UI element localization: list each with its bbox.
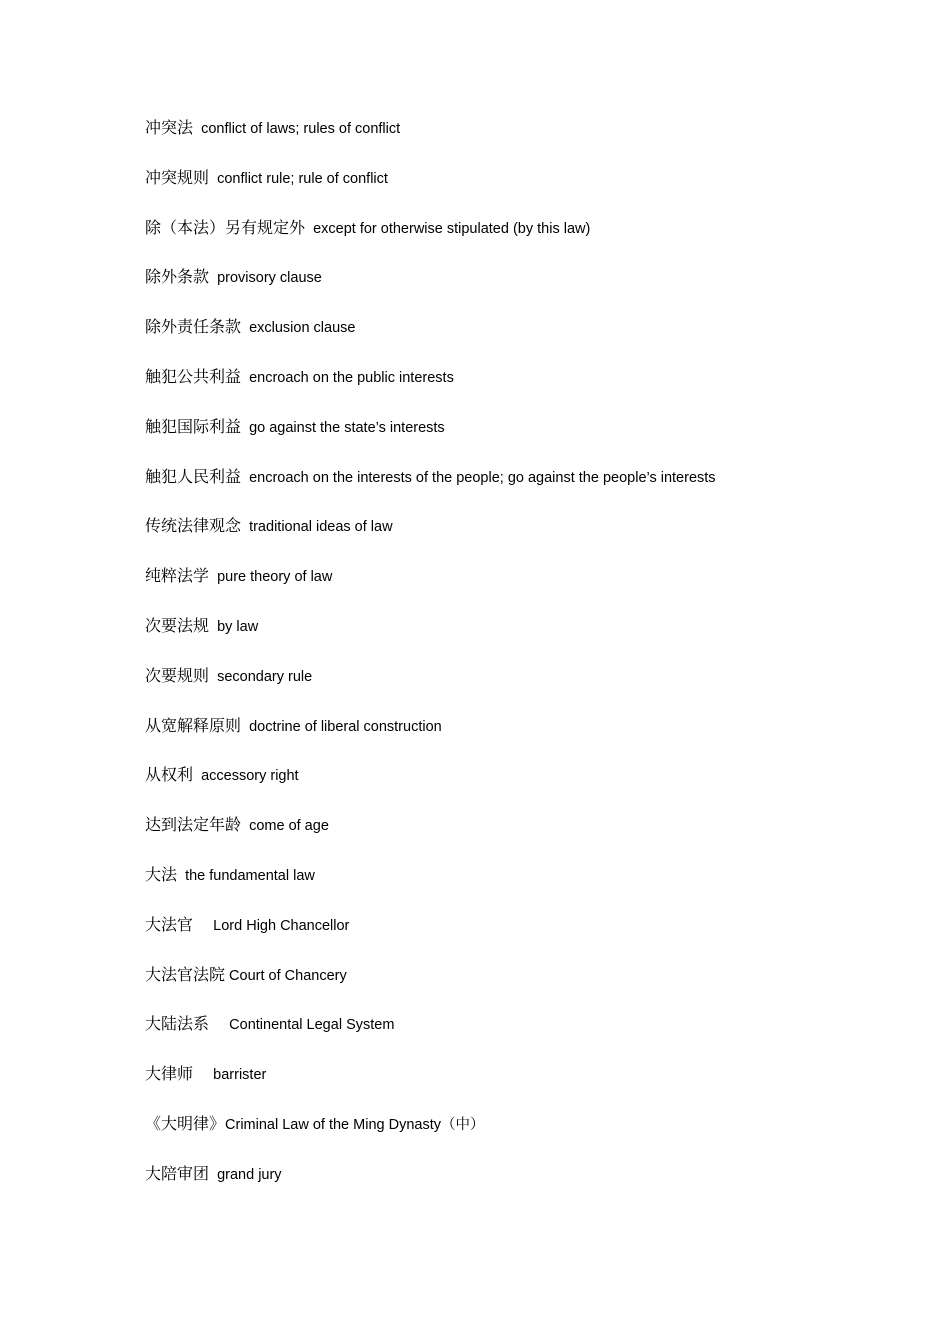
term-separator — [209, 619, 217, 635]
term-english: accessory right — [201, 768, 299, 785]
term-separator — [241, 470, 249, 486]
glossary-entry — [145, 664, 905, 714]
glossary-entry — [145, 714, 905, 764]
term-english: conflict of laws; rules of conflict — [201, 121, 401, 137]
term-chinese: 大律师 — [145, 1064, 194, 1084]
glossary-entry — [145, 963, 905, 1013]
term-chinese: 大法官 — [145, 914, 194, 934]
glossary-entry — [145, 763, 905, 813]
term-separator — [209, 669, 217, 685]
glossary-list — [145, 116, 905, 1212]
term-english: go against the state’s interests — [249, 419, 445, 436]
term-english: doctrine of liberal construction — [249, 718, 442, 735]
term-chinese: 达到法定年龄 — [145, 815, 242, 835]
glossary-entry — [145, 514, 905, 564]
term-english: Criminal Law of the Ming Dynasty（中） — [225, 1116, 485, 1133]
term-english: Lord High Chancellor — [213, 917, 350, 934]
term-english: pure theory of law — [217, 569, 333, 586]
term-chinese: 大法 — [145, 864, 178, 884]
term-separator — [241, 370, 249, 386]
term-english: traditional ideas of law — [249, 519, 393, 536]
glossary-entry — [145, 465, 905, 515]
term-chinese: 《大明律》 — [145, 1113, 226, 1133]
term-chinese: 从宽解释原则 — [145, 715, 242, 735]
term-english: secondary rule — [217, 668, 313, 685]
term-chinese: 次要规则 — [145, 665, 210, 685]
glossary-entry — [145, 813, 905, 863]
glossary-entry — [145, 863, 905, 913]
term-separator — [209, 569, 217, 585]
term-separator — [209, 1167, 217, 1183]
term-chinese: 传统法律观念 — [145, 516, 242, 536]
term-english: conflict rule; rule of conflict — [217, 170, 388, 187]
term-separator — [193, 121, 201, 137]
term-chinese: 从权利 — [145, 765, 194, 785]
glossary-entry — [145, 1062, 905, 1112]
term-english: grand jury — [217, 1166, 282, 1183]
term-separator — [241, 719, 249, 735]
glossary-entry — [145, 116, 905, 166]
glossary-entry — [145, 415, 905, 465]
term-chinese: 纯粹法学 — [145, 566, 210, 586]
term-chinese: 次要法规 — [145, 615, 210, 635]
term-separator — [241, 420, 249, 436]
term-chinese: 触犯国际利益 — [145, 416, 242, 436]
term-separator — [241, 519, 249, 535]
term-separator — [209, 270, 217, 286]
glossary-entry — [145, 315, 905, 365]
glossary-entry — [145, 365, 905, 415]
term-english: Continental Legal System — [229, 1017, 395, 1034]
glossary-entry — [145, 614, 905, 664]
term-chinese: 大陆法系 — [145, 1014, 210, 1034]
glossary-entry — [145, 265, 905, 315]
glossary-entry — [145, 913, 905, 963]
glossary-entry — [145, 1162, 905, 1212]
term-english: by law — [217, 618, 259, 635]
glossary-entry — [145, 1112, 905, 1162]
term-separator — [241, 320, 249, 336]
term-chinese: 触犯人民利益 — [145, 466, 242, 486]
term-chinese: 除外责任条款 — [145, 317, 242, 337]
term-chinese: 冲突法 — [145, 118, 194, 137]
term-english: encroach on the interests of the people; go against the people’s interests — [249, 469, 716, 486]
term-chinese: 触犯公共利益 — [145, 366, 242, 386]
glossary-entry — [145, 564, 905, 614]
term-english: exclusion clause — [249, 320, 356, 337]
term-chinese: 除外条款 — [145, 267, 210, 287]
term-separator — [241, 818, 249, 834]
term-english: encroach on the public interests — [249, 369, 454, 386]
term-separator — [209, 171, 217, 187]
term-english: come of age — [249, 818, 329, 835]
term-chinese: 除（本法）另有规定外 — [145, 217, 306, 237]
term-separator — [305, 221, 313, 237]
glossary-entry — [145, 1012, 905, 1062]
term-english: barrister — [213, 1067, 267, 1084]
term-english: Court of Chancery — [229, 967, 347, 984]
term-separator — [193, 1067, 213, 1083]
term-chinese: 大法官法院 — [145, 964, 226, 984]
term-separator — [177, 868, 185, 884]
term-separator — [193, 918, 213, 934]
glossary-entry — [145, 166, 905, 216]
term-separator — [209, 1017, 229, 1033]
term-english: the fundamental law — [185, 867, 315, 884]
term-chinese: 冲突规则 — [145, 167, 210, 187]
term-chinese: 大陪审团 — [145, 1163, 210, 1183]
term-english: provisory clause — [217, 270, 322, 287]
glossary-entry — [145, 216, 905, 266]
term-english: except for otherwise stipulated (by this law) — [313, 220, 591, 237]
term-separator — [193, 768, 201, 784]
